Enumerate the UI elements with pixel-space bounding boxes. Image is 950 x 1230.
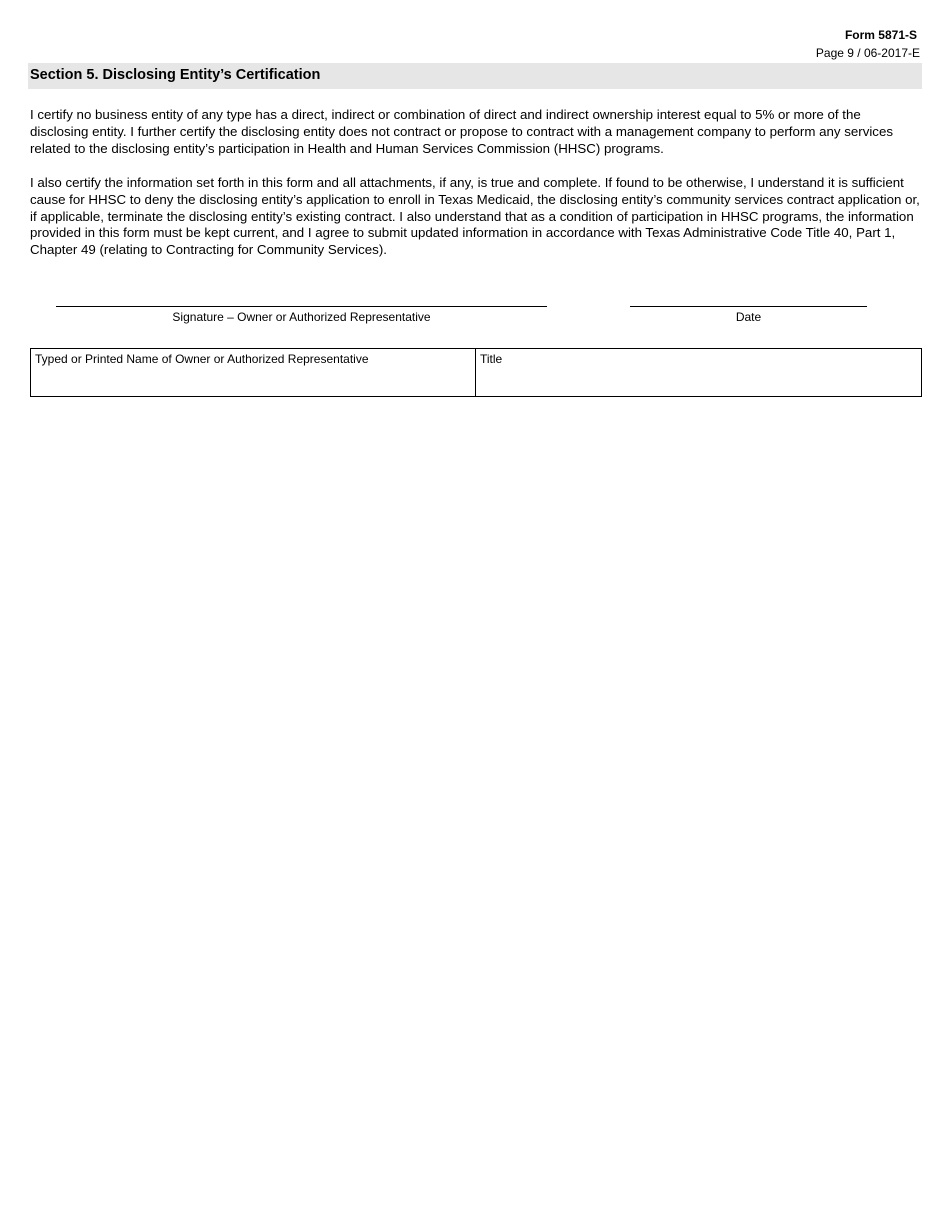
date-label: Date: [735, 310, 762, 324]
signature-label: Signature – Owner or Authorized Representative: [172, 310, 431, 324]
page-info: Page 9 / 06-2017-E: [815, 46, 920, 60]
date-line[interactable]: [630, 306, 867, 307]
name-title-table: [30, 348, 922, 397]
certification-paragraph-1: I certify no business entity of any type has a direct, indirect or combination of direct and indirect ownership interest equal to 5% or more of the disclosing entity. I further certify the disclosing entity does not contract or propose to contract with a management company to perform any services related to the disclosing entity’s participation in Health and Human Services Commission (HHSC) programs.: [30, 107, 893, 156]
title-label: Title: [480, 352, 503, 366]
signature-line[interactable]: [56, 306, 547, 307]
title-field[interactable]: [476, 349, 921, 396]
form-id: Form 5871-S: [844, 28, 917, 42]
certification-paragraph-2: I also certify the information set forth in this form and all attachments, if any, is true and complete. If found to be otherwise, I understand it is sufficient cause for HHSC to deny the disclosing entity’s application to enroll in Texas Medicaid, the disclosing entity’s community services contract application or, if applicable, terminate the disclosing entity’s existing contract. I also understand that as a condition of participation in HHSC programs, the information provided in this form must be kept current, and I agree to submit updated information in accordance with Texas Administrative Code Title 40, Part 1, Chapter 49 (relating to Contracting for Community Services).: [30, 175, 920, 258]
printed-name-field[interactable]: [31, 349, 476, 396]
section-header: Section 5. Disclosing Entity’s Certification: [28, 63, 922, 89]
printed-name-label: Typed or Printed Name of Owner or Authorized Representative: [35, 352, 369, 366]
